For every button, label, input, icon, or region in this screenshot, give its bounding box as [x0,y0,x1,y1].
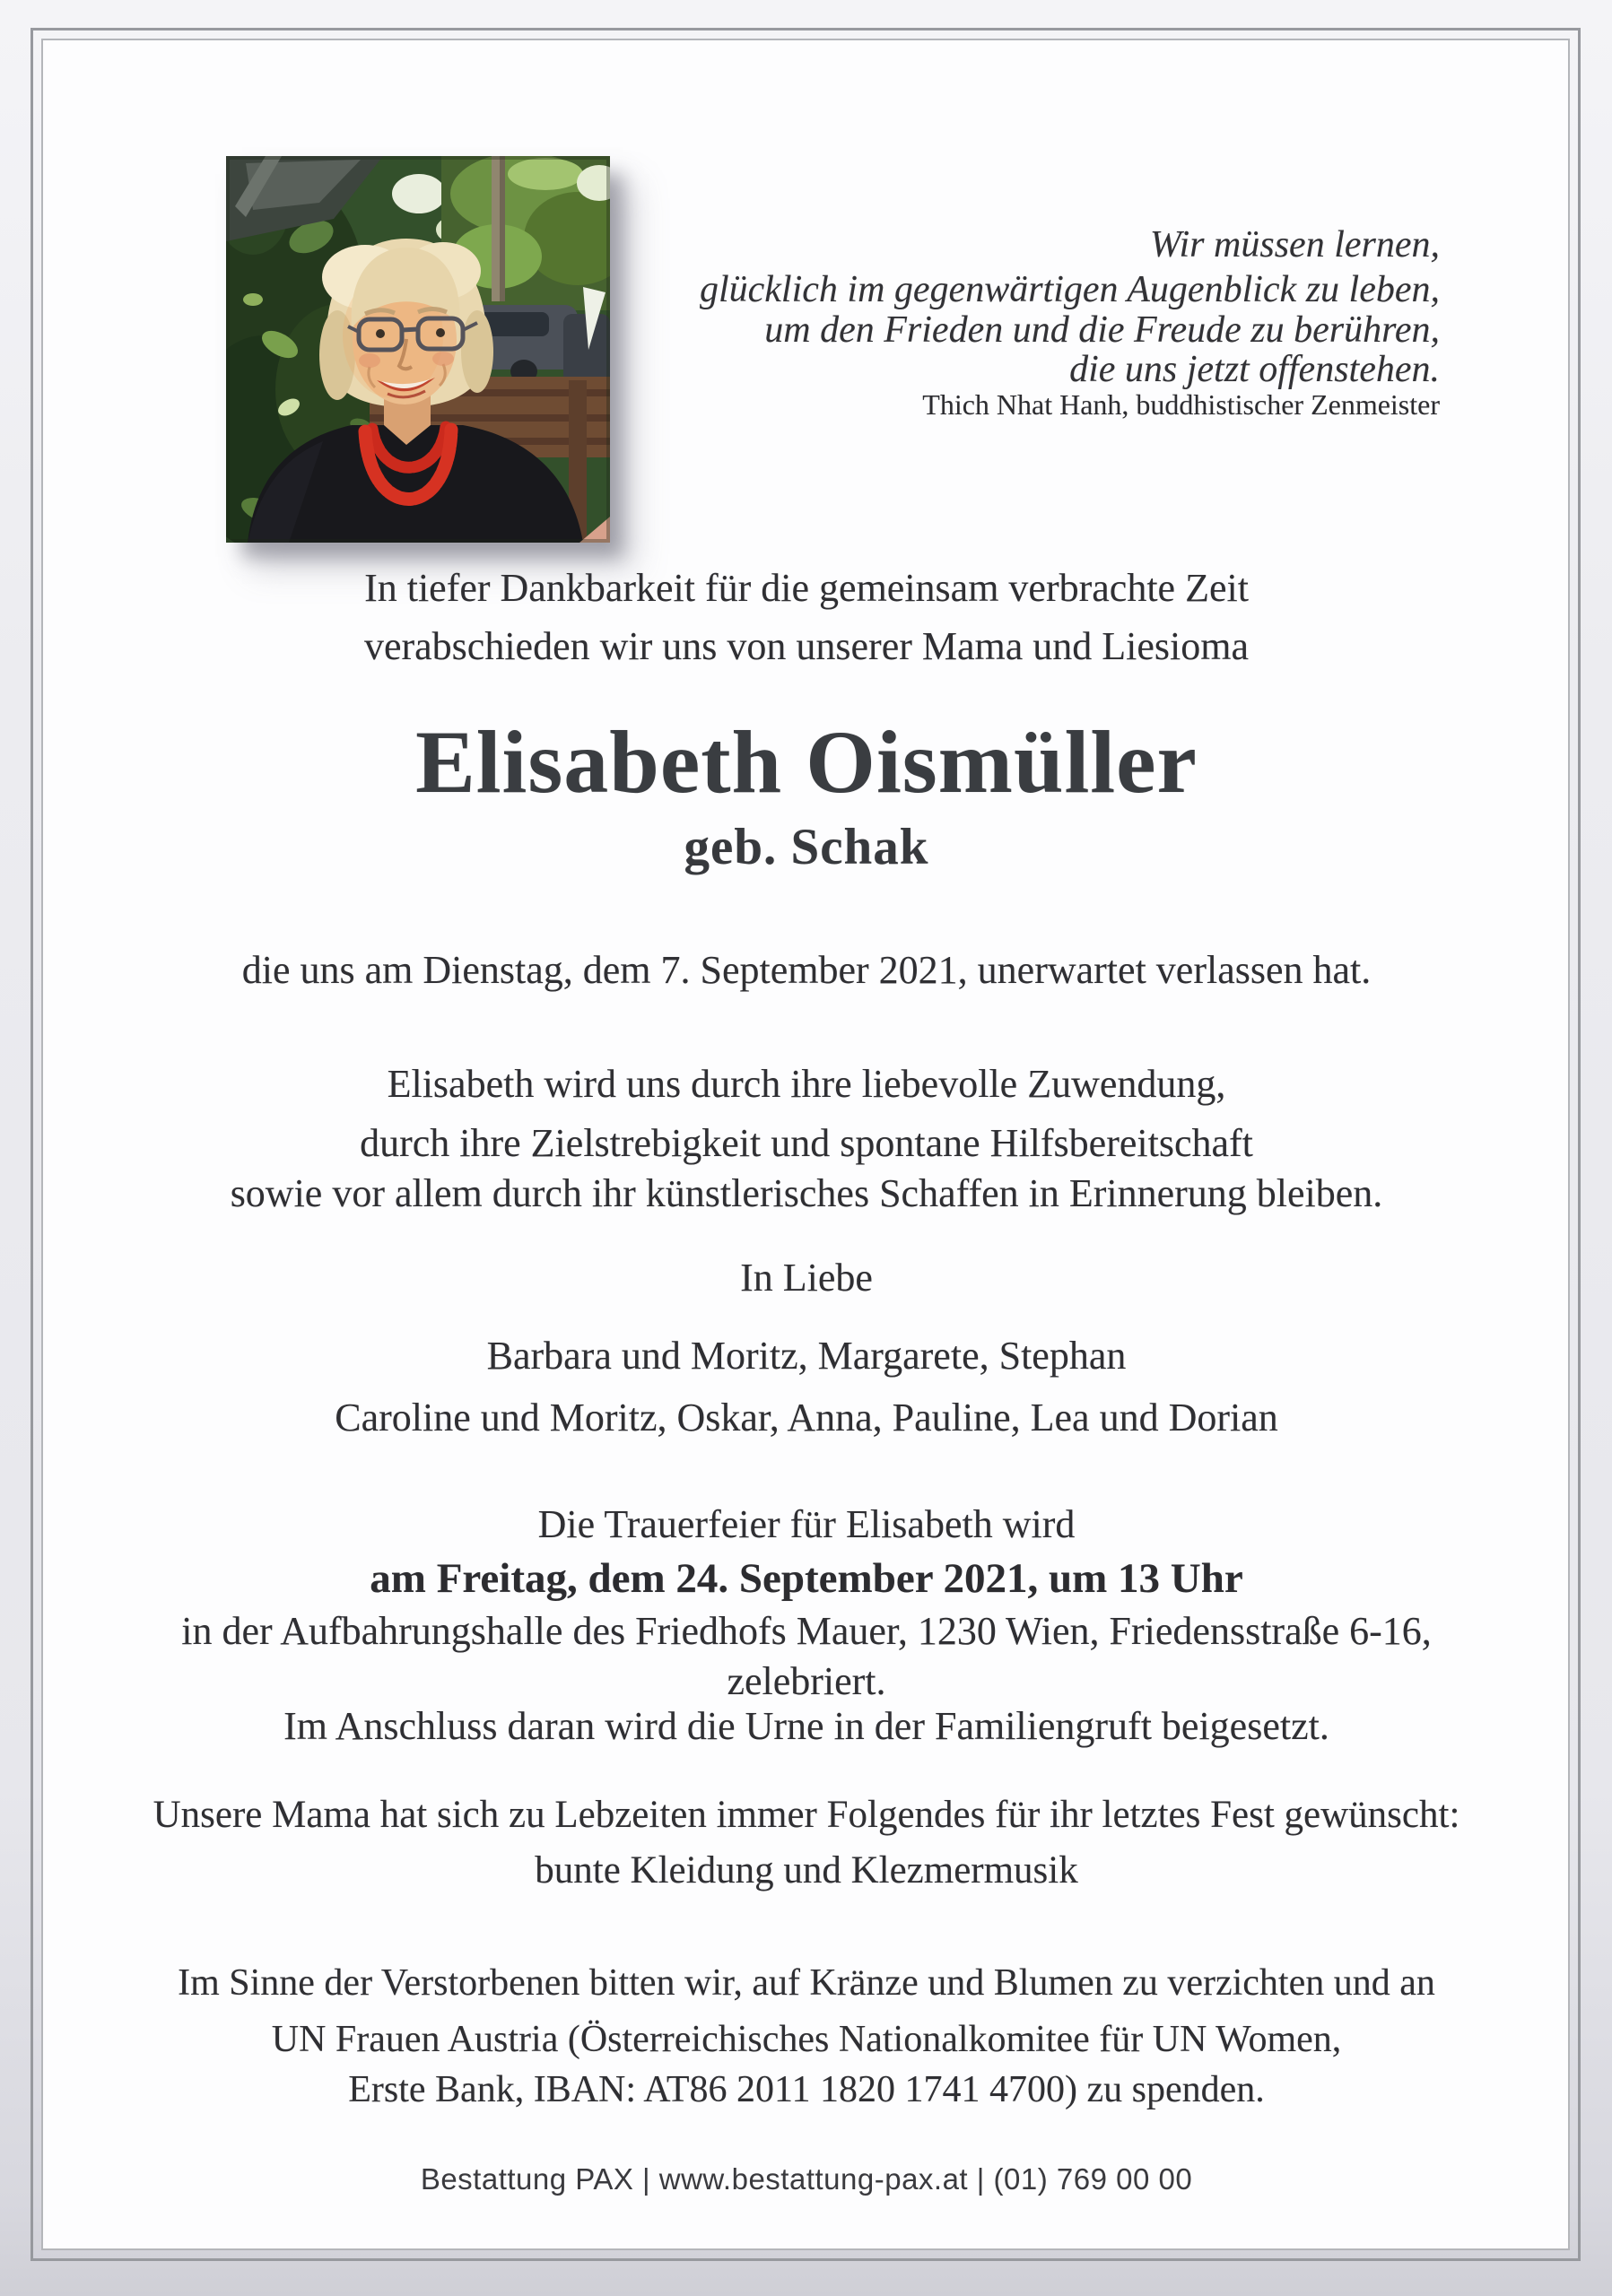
remembrance-line-3: sowie vor allem durch ihr künstlerisches Schaffen in Erinnerung bleiben. [230,1171,1383,1215]
ceremony-line-1: Die Trauerfeier für Elisabeth wird [537,1502,1076,1546]
quote-line-4: die uns jetzt offenstehen. [1069,349,1440,390]
deceased-name: Elisabeth Oismüller [415,712,1198,812]
farewell-heading: In Liebe [740,1256,873,1300]
footer-text: Bestattung PAX | www.bestattung-pax.at | (01) 769 00 00 [420,2162,1193,2196]
donation-line-3: Erste Bank, IBAN: AT86 2011 1820 1741 4700) zu spenden. [348,2069,1265,2110]
death-date-line: die uns am Dienstag, dem 7. September 2021, unerwartet verlassen hat. [241,948,1372,992]
intro-line-2: verabschieden wir uns von unserer Mama und Liesioma [363,624,1250,668]
wishes-line-2: bunte Kleidung und Klezmermusik [535,1849,1078,1892]
maiden-name: geb. Schak [684,819,929,875]
ceremony-line-3: in der Aufbahrungshalle des Friedhofs Mauer, 1230 Wien, Friedensstraße 6-16, [181,1609,1432,1653]
quote-line-2: glücklich im gegenwärtigen Augenblick zu leben, [699,269,1440,310]
ceremony-line-5: Im Anschluss daran wird die Urne in der Familiengruft beigesetzt. [283,1704,1329,1748]
family-line-2: Caroline und Moritz, Oskar, Anna, Pauline, Lea und Dorian [335,1396,1278,1439]
family-line-1: Barbara und Moritz, Margarete, Stephan [486,1334,1127,1378]
intro-line-1: In tiefer Dankbarkeit für die gemeinsam verbrachte Zeit [364,566,1249,610]
quote-line-3: um den Frieden und die Freude zu berühren, [764,309,1440,351]
ceremony-line-2-bold: am Freitag, dem 24. September 2021, um 13 Uhr [370,1555,1243,1602]
quote-attribution: Thich Nhat Hanh, buddhistischer Zenmeister [922,388,1440,421]
quote-line-1: Wir müssen lernen, [1149,224,1440,265]
donation-line-1: Im Sinne der Verstorbenen bitten wir, auf Kränze und Blumen zu verzichten und an [178,1962,1435,2004]
remembrance-line-2: durch ihre Zielstrebigkeit und spontane Hilfsbereitschaft [360,1121,1253,1165]
donation-line-2: UN Frauen Austria (Österreichisches Nationalkomitee für UN Women, [271,2019,1342,2060]
remembrance-line-1: Elisabeth wird uns durch ihre liebevolle Zuwendung, [387,1062,1226,1106]
ceremony-line-4: zelebriert. [727,1659,886,1703]
wishes-line-1: Unsere Mama hat sich zu Lebzeiten immer Folgendes für ihr letztes Fest gewünscht: [152,1794,1460,1836]
